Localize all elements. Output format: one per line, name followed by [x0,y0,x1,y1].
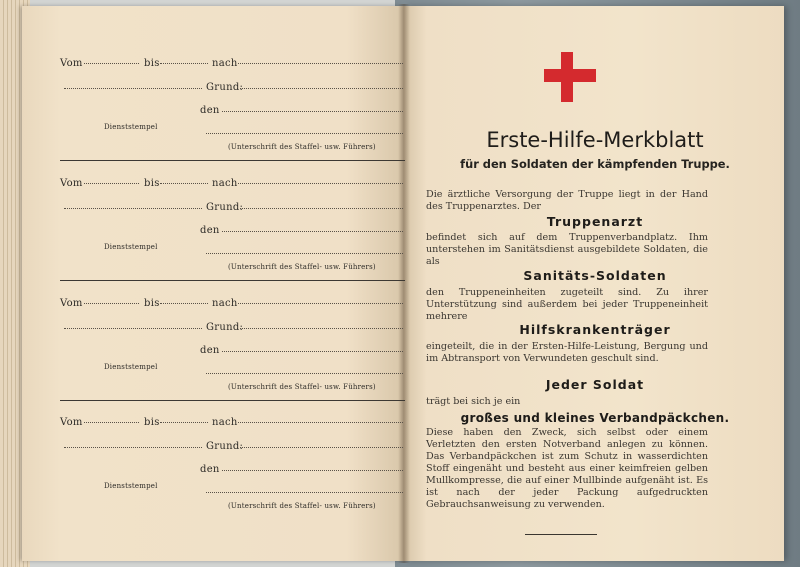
vom-field [84,421,139,423]
bis-label: bis [144,298,160,309]
den-field [222,110,403,112]
grund-label: Grund: [206,82,244,93]
nach-label: nach [212,178,238,189]
grund-field [240,207,403,209]
paragraph-1: Die ärztliche Versorgung der Truppe liegt in der Hand des Truppenarztes. Der [426,189,708,212]
travel-form-3 [60,292,405,412]
den-field [222,469,403,471]
form-separator [60,400,405,401]
signature-line [206,252,403,254]
paragraph-2: befindet sich auf dem Truppenverbandplatz. Ihm unterstehen im Sanitätsdienst ausgebildete Soldaten, die als [426,232,708,267]
travel-form-4 [60,411,405,531]
travel-form-2 [60,172,405,292]
den-label: den [200,225,220,236]
nach-field [238,421,403,423]
bis-field [160,62,208,64]
nach-field [238,62,403,64]
dienststempel-label: Dienststempel [104,363,158,371]
signature-caption: (Unterschrift des Staffel- usw. Führers) [228,263,376,271]
vom-label: Vom [60,417,83,428]
bis-field [160,302,208,304]
nach-label: nach [212,298,238,309]
den-field [222,350,403,352]
nach-label: nach [212,417,238,428]
grund-label: Grund: [206,202,244,213]
paragraph-6: Diese haben den Zweck, sich selbst oder einem Verletzten den ersten Notverband anlegen zu können. Das Verbandpäckchen ist zum Schutz in wasserdichten Stoff eingenäht und besteht aus einer keimfreien gelben Mullkompresse, die auf einer Mullbinde aufgenäht ist. Es ist nach der jeder Packung aufgedruckten Gebrauchsanweisung zu verwenden. [426,427,708,510]
vom-label: Vom [60,58,83,69]
grund-label: Grund: [206,322,244,333]
signature-caption: (Unterschrift des Staffel- usw. Führers) [228,383,376,391]
vom-label: Vom [60,298,83,309]
heading-verbandpaeckchen: großes und kleines Verbandpäckchen. [460,411,730,425]
signature-line [206,491,403,493]
bis-field [160,421,208,423]
red-cross-icon-bar [544,69,596,82]
vom-label: Vom [60,178,83,189]
closing-rule [525,534,597,535]
heading-sanitaets-soldaten: Sanitäts-Soldaten [523,268,667,283]
heading-truppenarzt: Truppenarzt [546,214,644,229]
nach-field [238,302,403,304]
den-label: den [200,105,220,116]
grund-field [240,327,403,329]
bis-field [160,182,208,184]
signature-line [206,372,403,374]
bis-label: bis [144,178,160,189]
signature-line [206,132,403,134]
paragraph-3: den Truppeneinheiten zugeteilt sind. Zu ihrer Unterstützung sind außerdem bei jeder Truppeneinheit mehrere [426,287,708,322]
dienststempel-label: Dienststempel [104,123,158,131]
grund-field [240,446,403,448]
grund-blank-line [64,207,202,209]
nach-field [238,182,403,184]
vom-field [84,182,139,184]
grund-blank-line [64,446,202,448]
vom-field [84,302,139,304]
signature-caption: (Unterschrift des Staffel- usw. Führers) [228,502,376,510]
nach-label: nach [212,58,238,69]
heading-hilfskrankentraeger: Hilfskrankenträger [519,322,671,337]
dienststempel-label: Dienststempel [104,243,158,251]
page-subtitle: für den Soldaten der kämpfenden Truppe. [460,157,730,171]
form-separator [60,280,405,281]
paragraph-5: trägt bei sich je ein [426,396,521,407]
den-label: den [200,345,220,356]
grund-field [240,87,403,89]
travel-form-1 [60,52,405,172]
den-field [222,230,403,232]
heading-jeder-soldat: Jeder Soldat [545,377,645,392]
page-title: Erste-Hilfe-Merkblatt [486,128,704,152]
bis-label: bis [144,58,160,69]
signature-caption: (Unterschrift des Staffel- usw. Führers) [228,143,376,151]
grund-blank-line [64,327,202,329]
vom-field [84,62,139,64]
grund-blank-line [64,87,202,89]
paragraph-4: eingeteilt, die in der Ersten-Hilfe-Leistung, Bergung und im Abtransport von Verwundeten geschult sind. [426,341,708,364]
grund-label: Grund: [206,441,244,452]
form-separator [60,160,405,161]
den-label: den [200,464,220,475]
bis-label: bis [144,417,160,428]
dienststempel-label: Dienststempel [104,482,158,490]
